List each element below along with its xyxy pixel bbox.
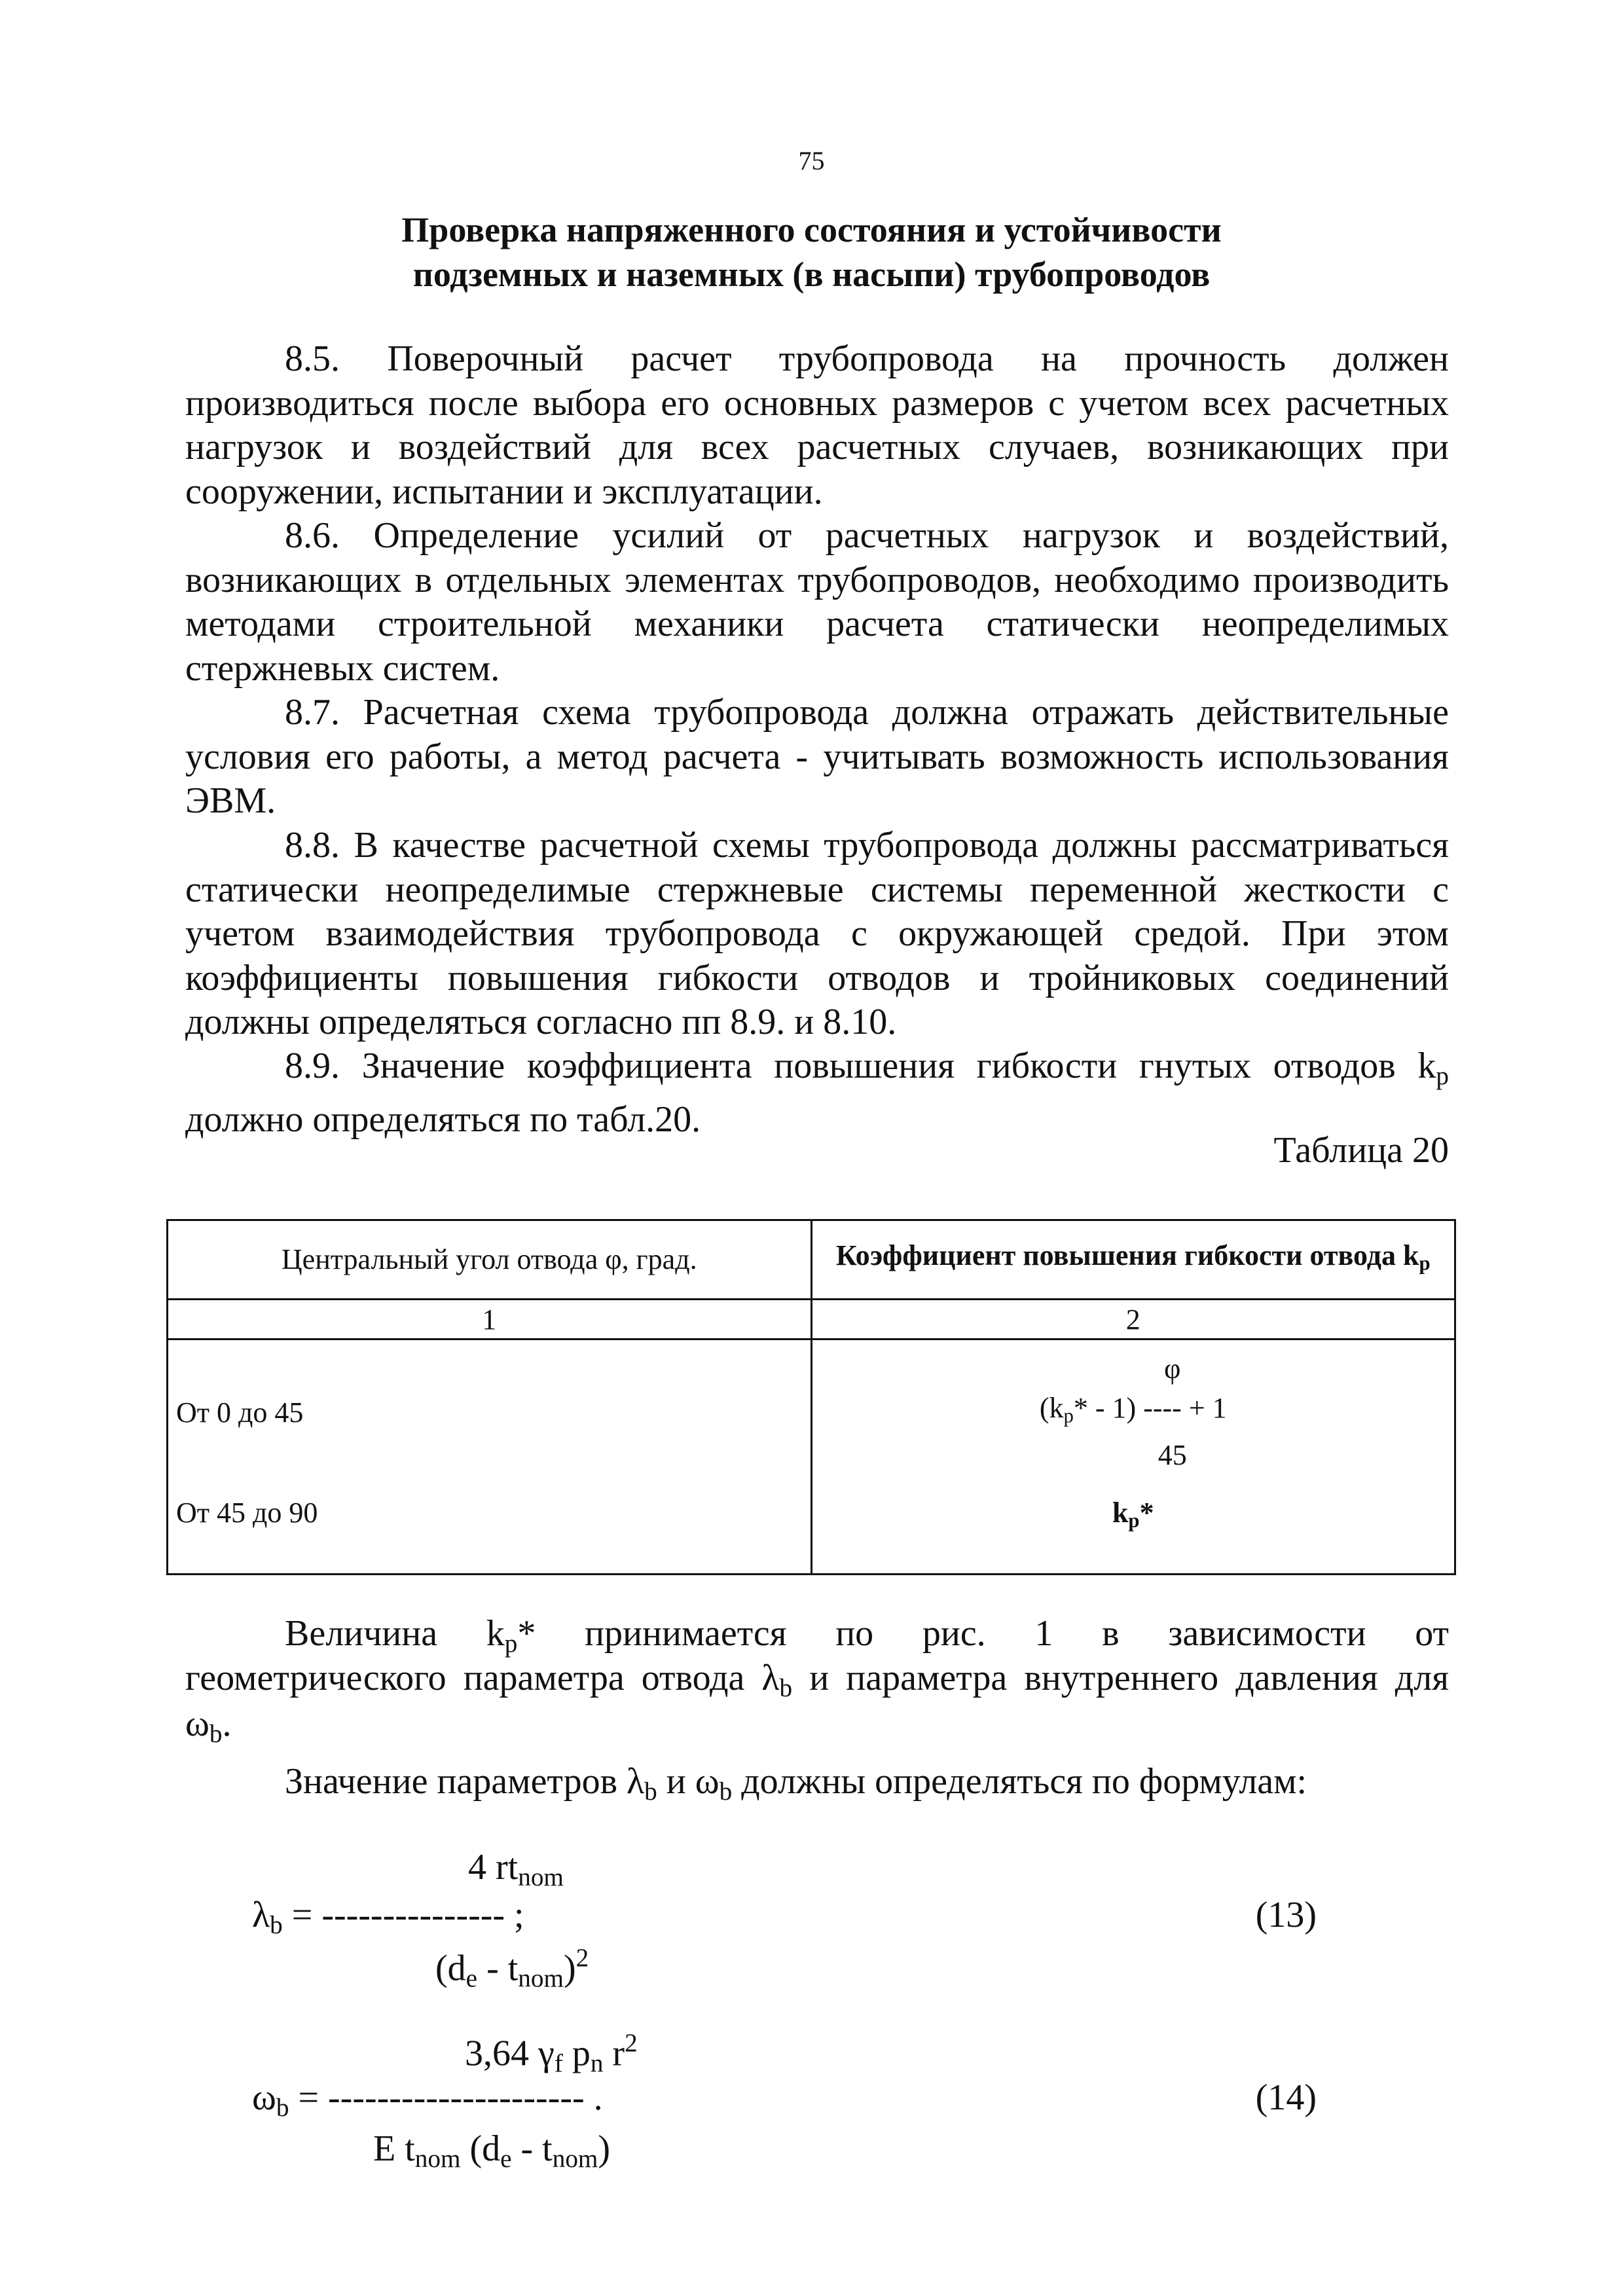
section-title-line-1: Проверка напряженного состояния и устойчивости xyxy=(401,210,1222,249)
table-row-2-angle: От 45 до 90 xyxy=(168,1484,812,1575)
formula-13-numerator: 4 $rt_{nom}$ xyxy=(468,1847,564,1891)
formula-14-number: (14) xyxy=(1255,2077,1317,2118)
flexibility-table xyxy=(166,1219,1456,1575)
paragraph-8-9: 8.9. Значение коэффициента повышения гибкости гнутых отводов $k_p$ должно определяться по табл.20. xyxy=(185,1046,1449,1140)
formula-13-denominator: $(d_e - t_{nom})^2$ xyxy=(435,1944,589,1993)
paragraph-8-6: 8.6. Определение усилий от расчетных нагрузок и воздействий, возникающих в отдельных элементах трубопроводов, необходимо производить методами строительной механики расчета статически неопределимых стержневых систем. xyxy=(185,515,1449,689)
paragraph-8-7: 8.7. Расчетная схема трубопровода должна отражать действительные условия его работы, а метод расчета - учитывать возможность использования ЭВМ. xyxy=(185,692,1449,821)
table-column-number-2: 2 xyxy=(811,1300,1455,1339)
table-header-angle: Центральный угол отвода φ, град. xyxy=(168,1220,812,1300)
after-table-line-2: геометрического параметра отвода $\lambda_b$ и параметра внутреннего давления для xyxy=(185,1658,1450,1702)
table-row-1-formula: φ $(k_p* - 1)$ ---- + 1 45 xyxy=(811,1339,1455,1485)
table-column-number-1: 1 xyxy=(168,1300,812,1339)
table-row-2-value: $k_p*$ xyxy=(811,1484,1455,1575)
formula-13-number: (13) xyxy=(1255,1895,1317,1935)
page-number: 75 xyxy=(798,146,825,175)
formula-14-denominator: E $t_{nom}$ $(d_e - t_{nom})$ xyxy=(373,2128,611,2173)
formula-13-lhs: $\lambda_b$ = --------------- ; xyxy=(252,1895,524,1939)
paragraph-8-8: 8.8. В качестве расчетной схемы трубопровода должны рассматриваться статически неопределимые стержневые системы переменной жесткости с учетом взаимодействия трубопровода с окружающей средой. При этом коэффициенты повышения гибкости отводов и тройниковых соединений должны определяться согласно пп 8.9. и 8.10. xyxy=(185,825,1449,1042)
after-table-line-3: $\omega_b$. xyxy=(185,1704,232,1748)
formula-14-lhs: $\omega_b$ = --------------------- . xyxy=(252,2077,603,2122)
table-caption: Таблица 20 xyxy=(1273,1130,1449,1171)
formulas-intro: Значение параметров $\lambda_b$ и $\omega_b$ должны определяться по формулам: xyxy=(285,1761,1307,1806)
formula-14-numerator: 3,64 $\gamma_f$ $p_n$ $r^2$ xyxy=(465,2029,638,2078)
after-table-line-1: Величина $k_p*$ принимается по рис. 1 в зависимости от xyxy=(285,1613,1450,1658)
table-row-1-angle: От 0 до 45 xyxy=(168,1339,812,1485)
section-title-line-2: подземных и наземных (в насыпи) трубопроводов xyxy=(412,255,1211,294)
paragraph-8-5: 8.5. Поверочный расчет трубопровода на прочность должен производиться после выбора его основных размеров с учетом всех расчетных нагрузок и воздействий для всех расчетных случаев, возникающих при сооружении, испытании и эксплуатации. xyxy=(185,338,1449,512)
table-header-coefficient: Коэффициент повышения гибкости отвода $k_p$ xyxy=(811,1220,1455,1300)
